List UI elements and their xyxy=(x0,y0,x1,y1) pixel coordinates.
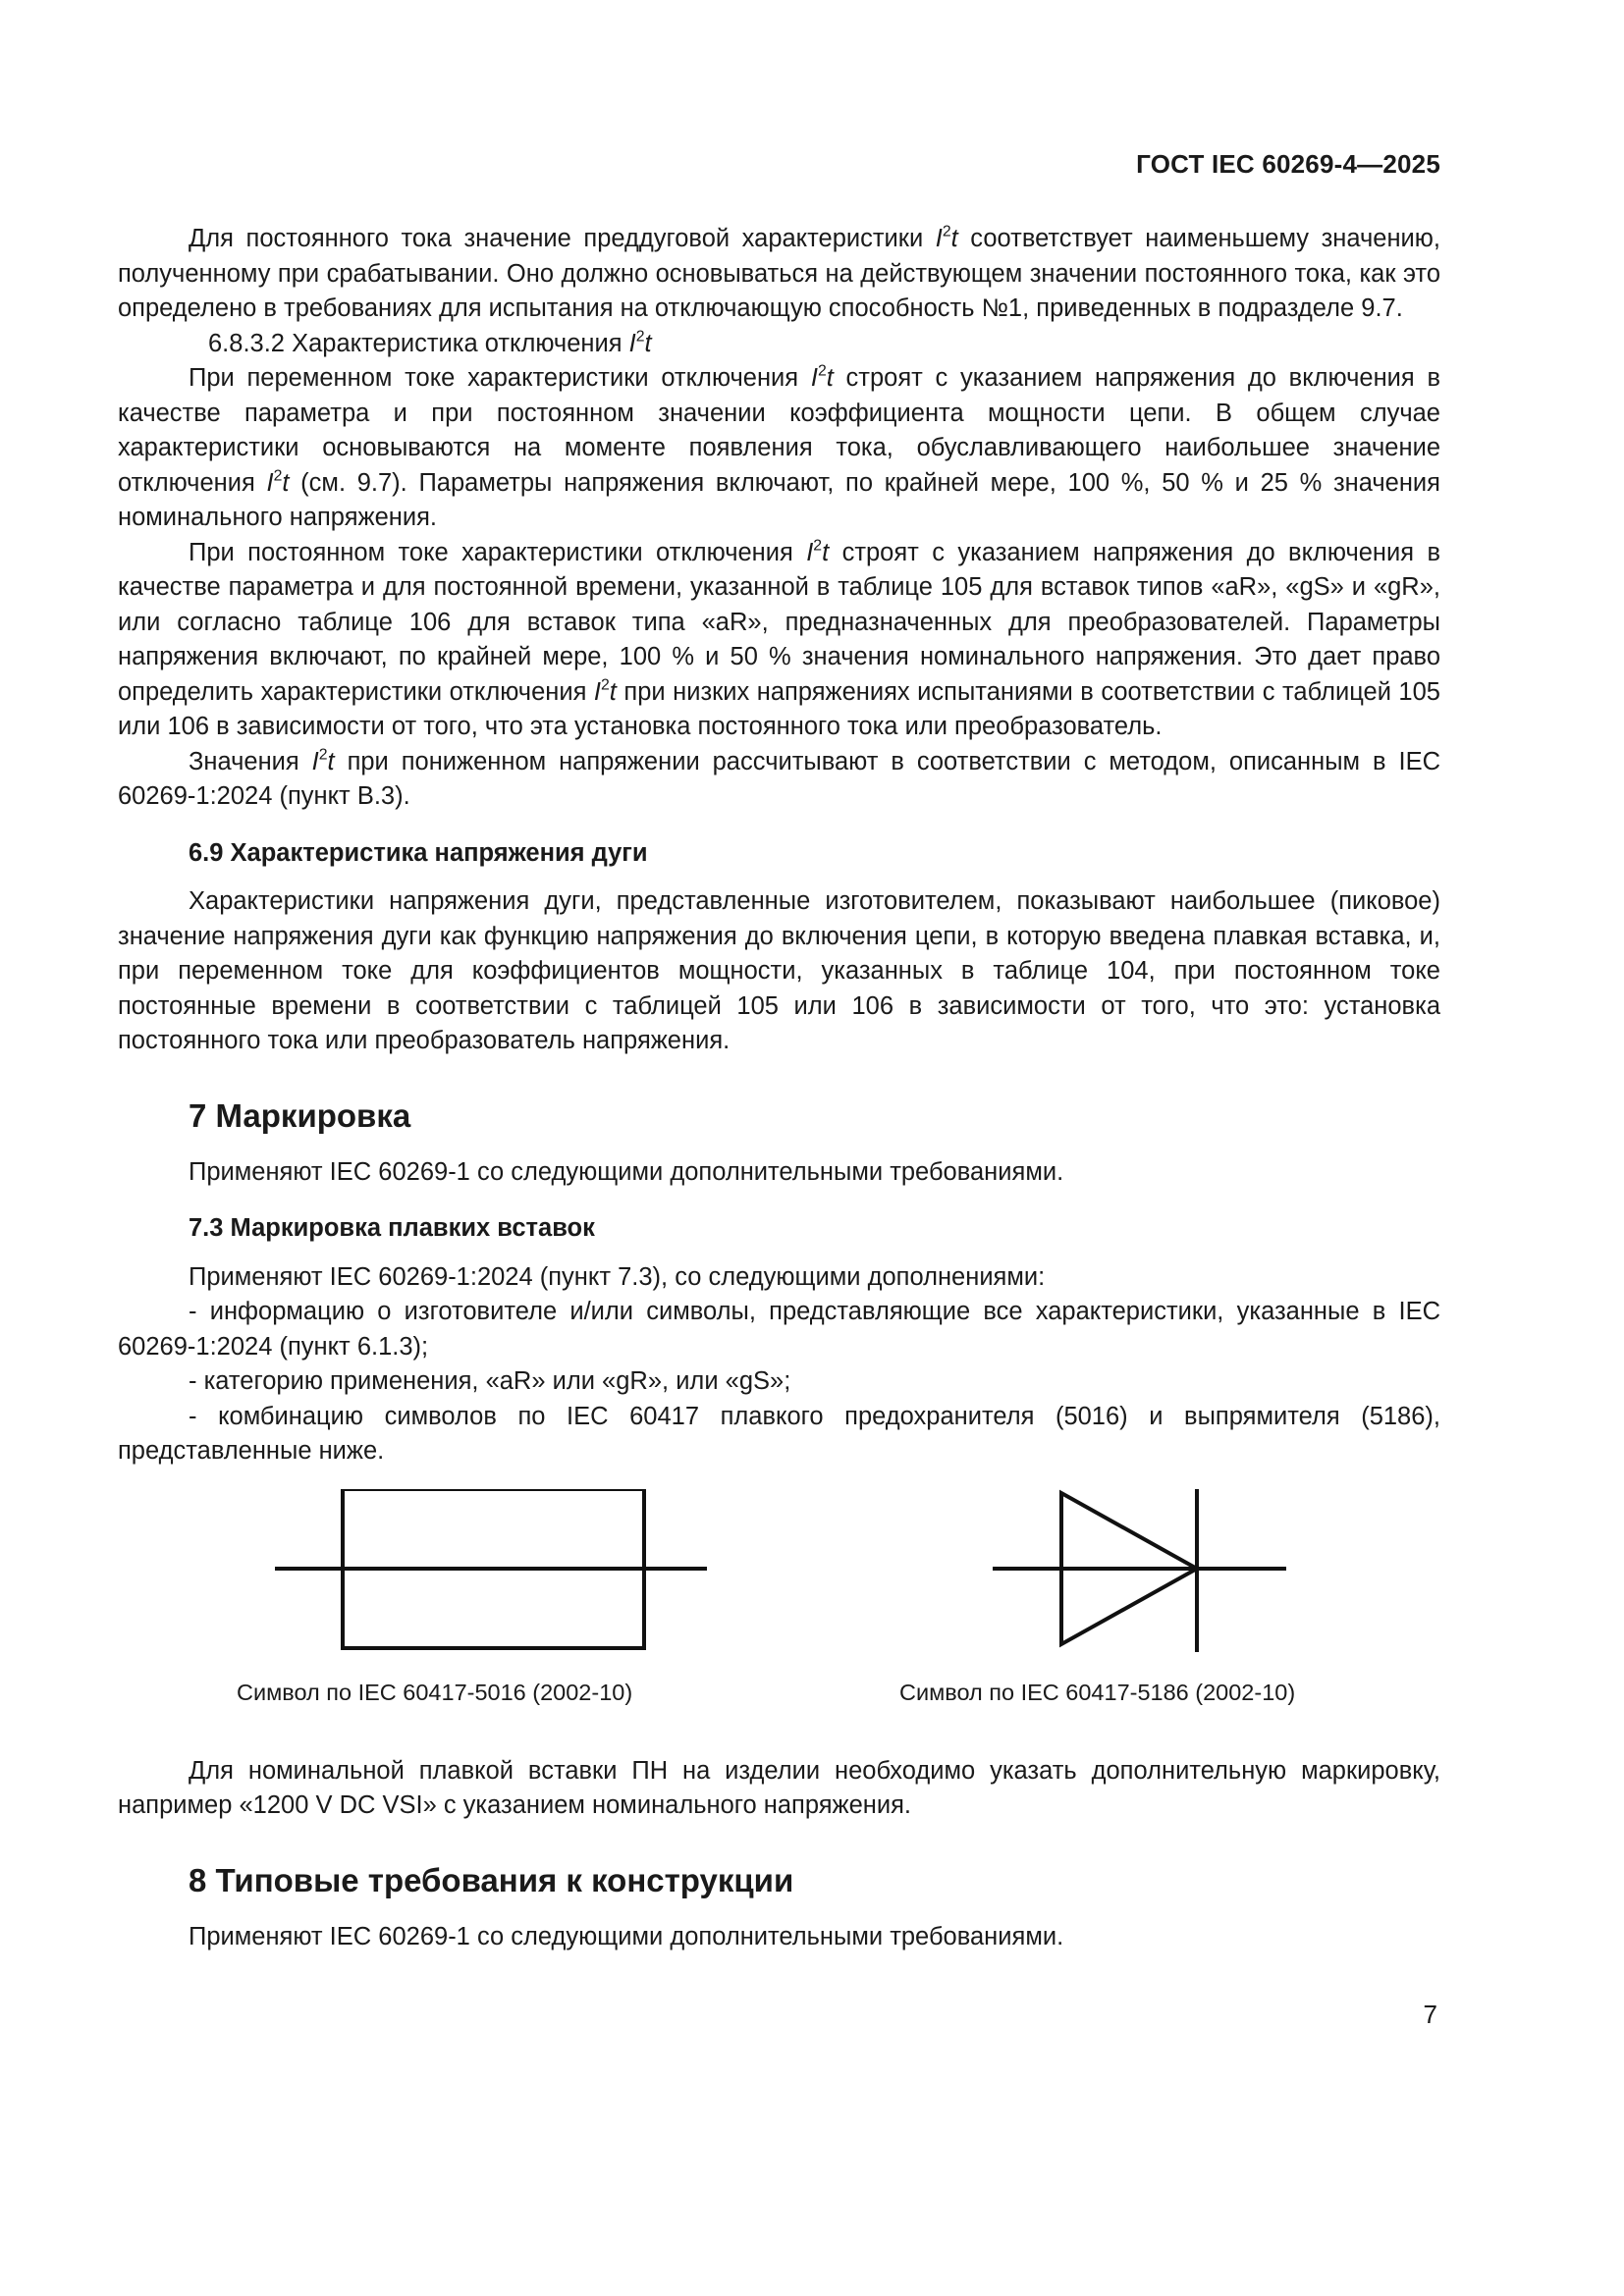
paragraph-operating-ac: При переменном токе характеристики отключения $I^2t$ строят с указанием напряжения до включения в качестве параметра и при постоянном значении коэффициента мощности цепи. В общем случае характеристики основываются на моменте появления тока, обуславливающего наибольшее значение отключения $I^2t$ (см. 9.7). Параметры напряжения включают, по крайней мере, 100 %, 50 % и 25 % значения номинального напряжения. xyxy=(118,362,1440,531)
paragraph-construction-intro: Применяют IEC 60269-1 со следующими дополнительными требованиями. xyxy=(189,1922,1064,1950)
heading-6-9: 6.9 Характеристика напряжения дуги xyxy=(189,838,648,867)
page-number: 7 xyxy=(1423,2000,1437,2029)
caption-fuse-symbol: Символ по IEC 60417-5016 (2002-10) xyxy=(237,1679,633,1705)
diode-symbol-icon xyxy=(993,1489,1286,1652)
list-item-category: - категорию применения, «aR» или «gR», или «gS»; xyxy=(189,1367,791,1395)
heading-7: 7 Маркировка xyxy=(189,1096,411,1134)
document-header: ГОСТ IEC 60269-4—2025 xyxy=(1136,149,1440,179)
document-body xyxy=(118,222,1440,1954)
list-item-manufacturer: - информацию о изготовителе и/или символы, представляющие все характеристики, указанные в IEC 60269-1:2024 (пункт 6.1.3); xyxy=(118,1298,1440,1361)
heading-7-3: 7.3 Маркировка плавких вставок xyxy=(189,1214,595,1242)
symbols-figure xyxy=(118,1489,1440,1754)
paragraph-marking-example: Для номинальной плавкой вставки ПН на изделии необходимо указать дополнительную маркировку, например «1200 V DC VSI» с указанием номинального напряжения. xyxy=(118,1756,1440,1819)
fuse-symbol-icon xyxy=(275,1489,707,1648)
heading-8: 8 Типовые требования к конструкции xyxy=(189,1861,794,1898)
paragraph-arc-voltage: Характеристики напряжения дуги, представленные изготовителем, показывают наибольшее (пиковое) значение напряжения дуги как функцию напряжения до включения цепи, в которую введена плавкая вставка, и, при переменном токе для коэффициентов мощности, указанных в таблице 104, при постоянном токе постоянные времени в соответствии с таблицей 105 или 106 в зависимости от того, что это: установка постоянного тока или преобразователь напряжения. xyxy=(118,887,1440,1054)
paragraph-prearc-dc: Для постоянного тока значение преддуговой характеристики $I^2t$ соответствует наименьшему значению, полученному при срабатывании. Оно должно основываться на действующем значении постоянного тока, как это определено в требованиях для испытания на отключающую способность №1, приведенных в подразделе 9.7. xyxy=(118,223,1440,322)
paragraph-marking-7-3: Применяют IEC 60269-1:2024 (пункт 7.3), со следующими дополнениями: xyxy=(189,1262,1046,1291)
paragraph-marking-intro: Применяют IEC 60269-1 со следующими дополнительными требованиями. xyxy=(189,1157,1064,1186)
paragraph-reduced-voltage: Значения $I^2t$ при пониженном напряжении рассчитывают в соответствии с методом, описанным в IEC 60269-1:2024 (пункт В.3). xyxy=(118,746,1440,810)
caption-diode-symbol: Символ по IEC 60417-5186 (2002-10) xyxy=(899,1679,1296,1705)
list-item-symbols: - комбинацию символов по IEC 60417 плавкого предохранителя (5016) и выпрямителя (5186), представленные ниже. xyxy=(118,1402,1440,1465)
paragraph-operating-dc: При постоянном токе характеристики отключения $I^2t$ строят с указанием напряжения до включения в качестве параметра и для постоянной времени, указанной в таблице 105 для вставок типов «aR», «gS» и «gR», или согласно таблице 106 для вставок типа «aR», предназначенных для преобразователей. Параметры напряжения включают, по крайней мере, 100 % и 50 % значения номинального напряжения. Это дает право определить характеристики отключения $I^2t$ при низких напряжениях испытаниями в соответствии с таблицей 105 или 106 в зависимости от того, что эта установка постоянного тока или преобразователь. xyxy=(118,537,1440,740)
subsection-6-8-3-2: 6.8.3.2 Характеристика отключения $I^2t$ xyxy=(208,328,652,357)
